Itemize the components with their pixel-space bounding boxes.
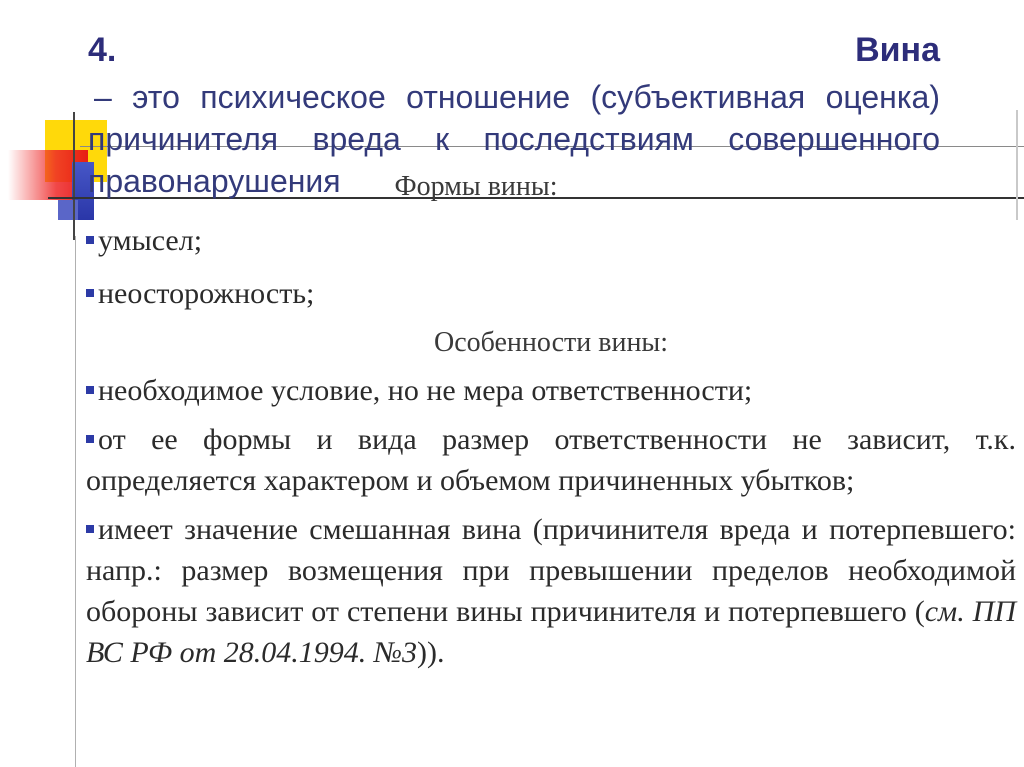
features-heading: Особенности вины: [433,327,669,358]
features-item-1: необходимое условие, но не мера ответственности; [98,374,753,407]
title-dash: – [94,79,133,115]
vertical-rule-main [75,236,76,767]
bullet-icon [86,289,94,297]
right-edge-rule [1016,110,1018,220]
list-item [86,370,1016,411]
list-item [86,273,1016,314]
forms-item-intent: умысел; [98,224,203,257]
features-item-3-end: )). [417,636,445,669]
list-item [86,220,1016,261]
title-definition-text: это психическое отношение (субъективная оценка) причинителя вреда к последствиям совершенного правонарушения [88,79,940,199]
forms-item-negligence: неосторожность; [98,277,315,310]
title-number: 4. [88,31,117,69]
bullet-icon [86,386,94,394]
vertical-rule-decoration [73,112,75,240]
bullet-icon [86,525,94,533]
features-item-3-reference: см. ПП ВС РФ от 28.04.1994. №3 [86,595,1017,669]
title-term: Вина [855,31,940,69]
list-item [86,419,1016,501]
forms-heading: Формы вины: [394,171,558,202]
bullet-icon [86,236,94,244]
slide-content [86,168,1016,673]
blue-square-decoration [58,200,78,220]
list-item [86,509,1016,673]
features-item-2: от ее формы и вида размер ответственности не зависит, т.к. определяется характером и объемом причиненных убытков; [86,423,1016,497]
bullet-icon [86,435,94,443]
features-item-3: имеет значение смешанная вина (причинителя вреда и потерпевшего: напр.: размер возмещения при превышении пределов необходимой обороны зависит от степени вины причинителя и потерпевшего ( [86,513,1016,628]
